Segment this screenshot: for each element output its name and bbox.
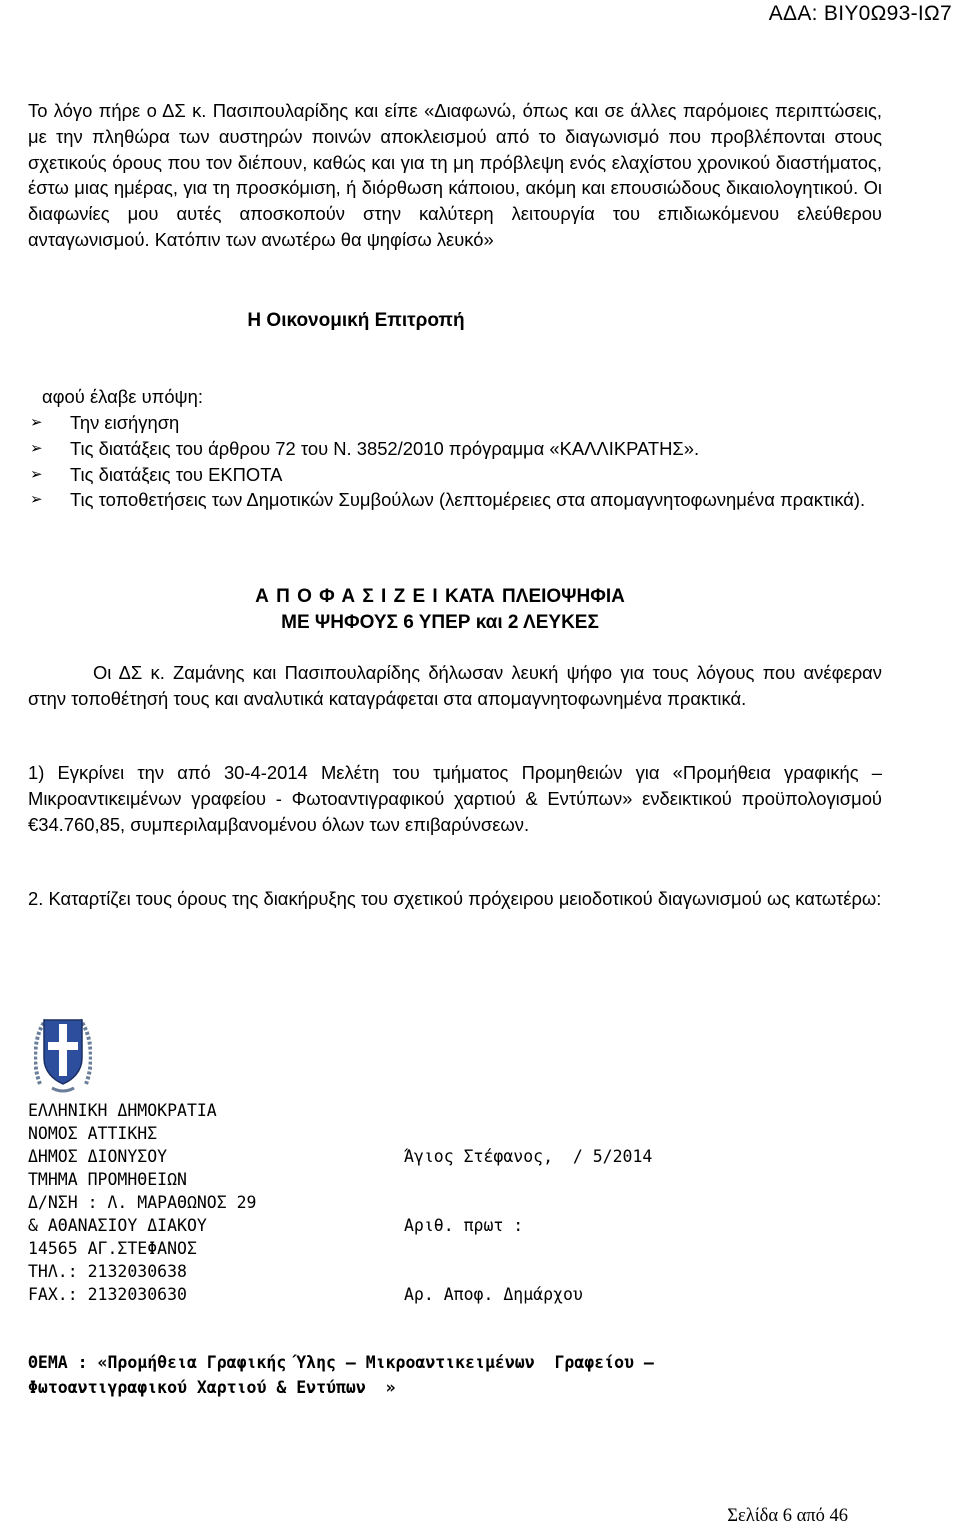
arrow-bullet-icon: ➢ — [30, 414, 43, 431]
letterhead-line: ΔΗΜΟΣ ΔΙΟΝΥΣΟΥ — [28, 1147, 168, 1166]
list-item: ➢ Τις διατάξεις του άρθρου 72 του Ν. 3852/2010 πρόγραμμα «ΚΑΛΛΙΚΡΑΤΗΣ». — [28, 436, 882, 462]
protocol-line: Αριθ. πρωτ : — [404, 1216, 524, 1235]
subject-line-2: Φωτοαντιγραφικού Χαρτιού & Εντύπων » — [28, 1378, 396, 1397]
committee-heading: Η Οικονομική Επιτροπή — [247, 310, 465, 331]
item-2-paragraph: 2. Καταρτίζει τους όρους της διακήρυξης του σχετικού πρόχειρου μειοδοτικού διαγωνισμού ως κατωτέρω: — [28, 888, 882, 909]
page-number: Σελίδα 6 από 46 — [727, 1506, 848, 1526]
date-line: Άγιος Στέφανος, / 5/2014 — [404, 1147, 653, 1166]
letterhead-line: Δ/ΝΣΗ : Λ. ΜΑΡΑΘΩΝΟΣ 29 — [28, 1193, 257, 1212]
arrow-bullet-icon: ➢ — [30, 439, 43, 457]
ada-code: ΑΔΑ: ΒΙΥ0Ω93-ΙΩ7 — [768, 2, 952, 25]
item-1-paragraph: 1) Εγκρίνει την από 30-4-2014 Μελέτη του τμήματος Προμηθειών για «Προμήθεια γραφικής – Μικροαντικειμένων γραφείου - Φωτοαντιγραφικού χαρτιού & Εντύπων» ενδεικτικού προϋπολογισμού €34.760,85, συμπεριλαμβανομένου όλων των επιβαρύνσεων. — [28, 762, 882, 835]
letterhead-line: ΕΛΛΗΝΙΚΗ ΔΗΜΟΚΡΑΤΙΑ — [28, 1101, 217, 1120]
decision-line-1: Α Π Ο Φ Α Σ Ι Ζ Ε Ι ΚΑΤΑ ΠΛΕΙΟΨΗΦΙΑ — [255, 586, 625, 607]
greek-coat-of-arms-icon — [34, 1014, 92, 1094]
list-item: ➢ Την εισήγηση — [28, 410, 882, 436]
subject-block — [28, 1350, 908, 1400]
blank-votes-paragraph: Οι ΔΣ κ. Ζαμάνης και Πασιπουλαρίδης δήλωσαν λευκή ψήφο για τους λόγους που ανέφεραν στην τοποθέτησή τους και αναλυτικά καταγράφεται στα απομαγνητοφωνημένα πρακτικά. — [28, 662, 882, 709]
arrow-bullet-icon: ➢ — [30, 465, 43, 483]
subject-line-1: ΘΕΜΑ : «Προμήθεια Γραφικής Ύλης – Μικροαντικειμένων Γραφείου – — [28, 1353, 654, 1372]
list-item: ➢ Τις διατάξεις του ΕΚΠΟΤΑ — [28, 462, 882, 488]
letterhead-line: ΝΟΜΟΣ ΑΤΤΙΚΗΣ — [28, 1124, 158, 1143]
intro-paragraph: Το λόγο πήρε ο ΔΣ κ. Πασιπουλαρίδης και είπε «Διαφωνώ, όπως και σε άλλες παρόμοιες περιπτώσεις, με την πληθώρα των αυστηρών ποινών αποκλεισμού από το διαγωνισμό που προβλέπονται στους σχετικούς όρους που τον διέπουν, καθώς και για τη μη πρόβλεψη ενός ελαχίστου χρονικού διαστήματος, έστω μιας ημέρας, για τη προσκόμιση, ή διόρθωση κάποιου, ακόμη και επουσιώδους δικαιολογητικού. Οι διαφωνίες μου αυτές αποσκοπούν στην καλύτερη λειτουργία του επιδιωκόμενου ελεύθερου ανταγωνισμού. Κατόπιν των ανωτέρω θα ψηφίσω λευκό» — [28, 100, 882, 250]
letterhead-line: FAX.: 2132030630 — [28, 1285, 187, 1304]
letterhead-line: ΤΜΗΜΑ ΠΡΟΜΗΘΕΙΩΝ — [28, 1170, 187, 1189]
letterhead-block — [28, 1099, 388, 1306]
letterhead-line: ΤΗΛ.: 2132030638 — [28, 1262, 187, 1281]
decision-number-line: Αρ. Αποφ. Δημάρχου — [404, 1285, 583, 1304]
decision-line-2: ΜΕ ΨΗΦΟΥΣ 6 ΥΠΕΡ και 2 ΛΕΥΚΕΣ — [281, 612, 599, 633]
list-item: ➢ Τις τοποθετήσεις των Δημοτικών Συμβούλων (λεπτομέρειες στα απομαγνητοφωνημένα πρακτικά). — [28, 487, 882, 513]
letterhead-line: & ΑΘΑΝΑΣΙΟΥ ΔΙΑΚΟΥ — [28, 1216, 207, 1235]
reference-block — [404, 1099, 824, 1329]
arrow-bullet-icon: ➢ — [30, 491, 43, 509]
letterhead-line: 14565 ΑΓ.ΣΤΕΦΑΝΟΣ — [28, 1239, 197, 1258]
considering-label: αφού έλαβε υπόψη: — [42, 386, 204, 407]
considerations-list — [28, 410, 882, 513]
